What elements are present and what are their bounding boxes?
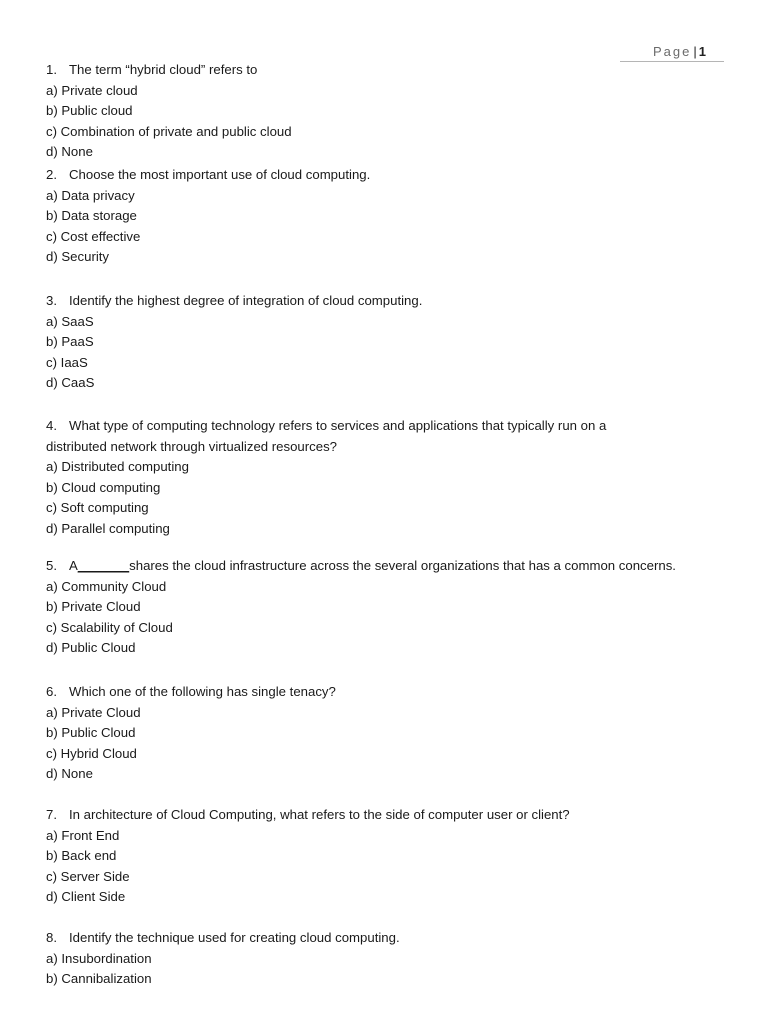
question-text: 3. Identify the highest degree of integration of cloud computing. [46,293,423,308]
question-text: 2. Choose the most important use of cloud computing. [46,167,371,182]
option: c) Server Side [46,868,130,884]
question-4 [46,416,606,539]
option: b) Public Cloud [46,725,136,740]
question-6 [46,682,336,785]
question-text: 8. Identify the technique used for creating cloud computing. [46,930,400,945]
page-separator: | [693,44,697,59]
question-text: 1. The term “hybrid cloud” refers to [46,62,258,77]
question-text: 5. A_______shares the cloud infrastructure across the several organizations that has a common concerns. [46,558,676,573]
option: c) IaaS [46,354,88,370]
question-2 [46,165,370,268]
question-text-continued: distributed network through virtualized resources? [46,438,338,454]
question-5 [46,556,676,659]
option: d) None [46,144,93,159]
option: b) PaaS [46,334,94,349]
option: d) Parallel computing [46,520,170,536]
question-7 [46,805,570,908]
header-rule [620,61,724,62]
option: a) Private cloud [46,82,138,98]
question-3 [46,291,422,394]
option: a) Community Cloud [46,578,167,594]
option: c) Hybrid Cloud [46,745,137,761]
page-number: 1 [698,44,706,59]
option: a) Front End [46,827,120,843]
option: c) Cost effective [46,228,141,244]
question-text: 7. In architecture of Cloud Computing, what refers to the side of computer user or client? [46,807,570,822]
option: a) Private Cloud [46,704,141,720]
option: a) Distributed computing [46,459,189,474]
option: c) Soft computing [46,500,149,515]
option: d) Public Cloud [46,640,136,655]
page-header [653,44,706,59]
option: b) Back end [46,848,117,863]
option: d) CaaS [46,375,95,390]
option: d) Security [46,249,110,264]
option: b) Public cloud [46,103,133,118]
option: b) Cannibalization [46,971,152,986]
option: b) Data storage [46,208,137,223]
option: c) Scalability of Cloud [46,619,173,635]
question-text: 6. Which one of the following has single tenacy? [46,684,336,699]
option: a) Insubordination [46,950,152,966]
page-label: Page [653,44,692,59]
option: d) Client Side [46,889,126,904]
option: c) Combination of private and public cloud [46,123,292,139]
option: b) Private Cloud [46,599,141,614]
question-1 [46,60,292,163]
question-text: 4. What type of computing technology refers to services and applications that typically run on a [46,418,607,433]
option: d) None [46,766,93,781]
fill-in-blank: _______ [77,558,130,573]
option: a) SaaS [46,313,94,329]
option: a) Data privacy [46,187,135,203]
question-8 [46,928,400,990]
option: b) Cloud computing [46,479,161,495]
